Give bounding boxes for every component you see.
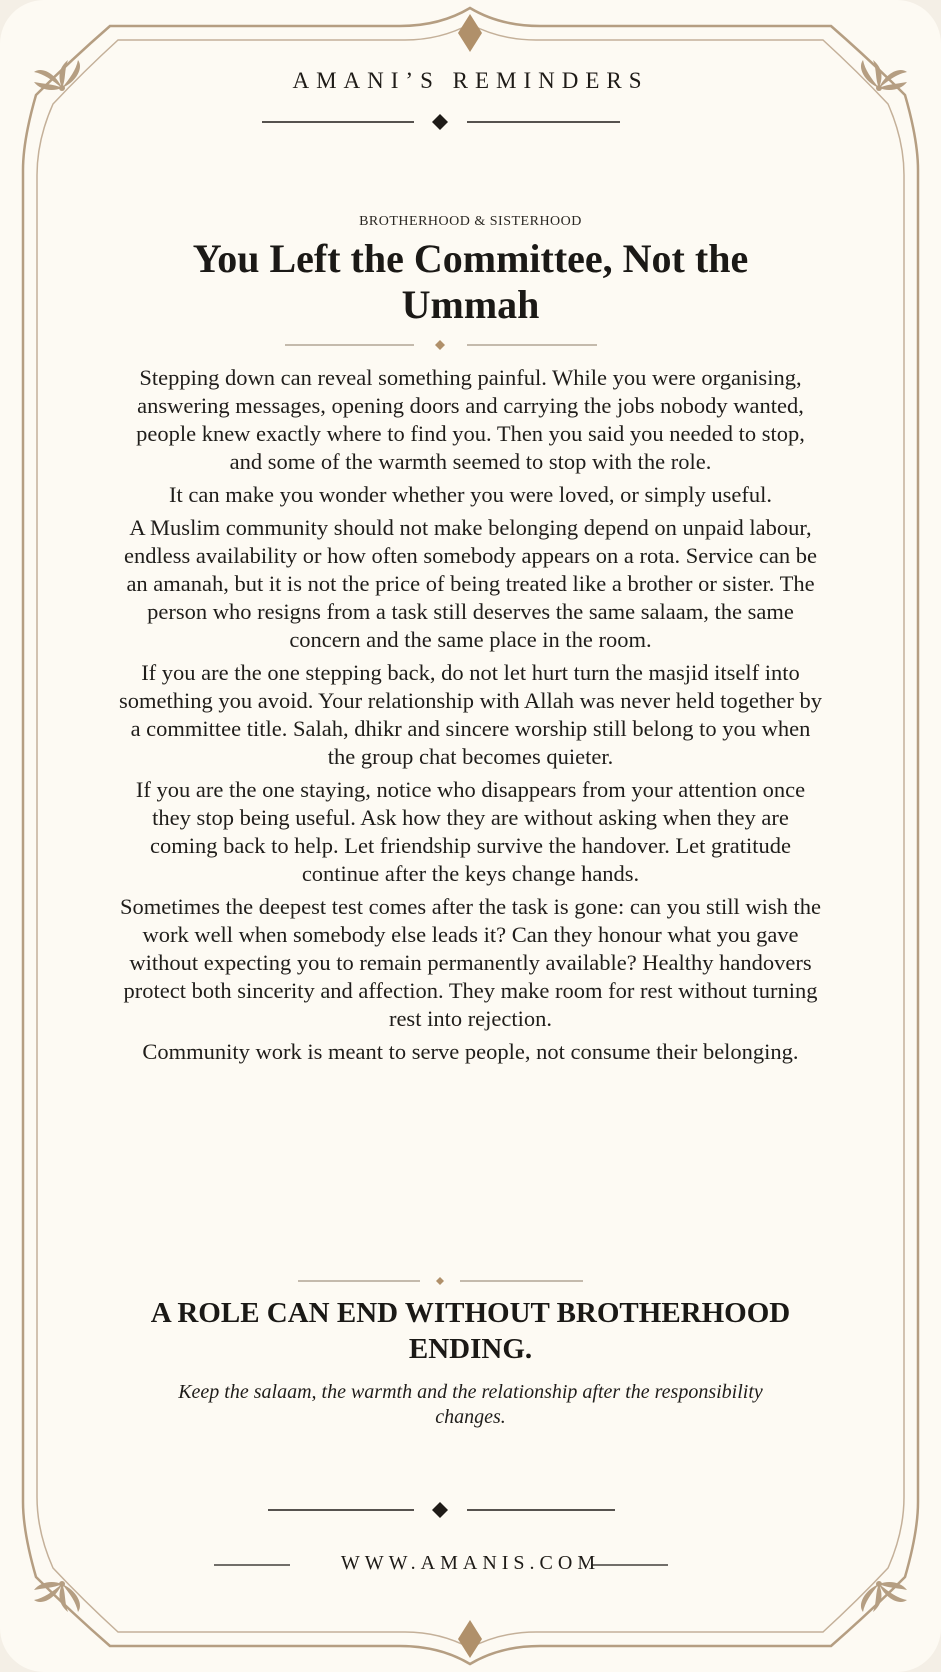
closing-note: Keep the salaam, the warmth and the relationship after the responsibility changes. [178,1381,763,1428]
website-link[interactable]: WWW.AMANIS.COM [340,1552,601,1574]
pull-quote: A ROLE CAN END WITHOUT BROTHERHOOD ENDING. [150,1297,791,1365]
diamond-ornament-icon [432,1502,448,1518]
body-paragraph: Community work is meant to serve people, not consume their belonging. [142,1039,799,1064]
title-divider [0,338,941,352]
body-paragraph: A Muslim community should not make belonging depend on unpaid labour, endless availability or how often somebody appears on a rota. Service can be an amanah, but it is not the price of being treated like a brother or sister. The person who resigns from a task still deserves the same salaam, the same concern and the same place in the room. [124,515,817,652]
body-paragraph: If you are the one staying, notice who disappears from your attention once they stop being useful. Ask how they are without asking when they are coming back to help. Let friendship survive the handover. Let gratitude continue after the keys change hands. [135,777,806,886]
footer-divider [0,1500,941,1520]
brand-title: AMANI’S REMINDERS [292,68,649,93]
body-paragraph: Sometimes the deepest test comes after the task is gone: can you still wish the work well when somebody else leads it? Can they honour what you gave without expecting you to remain permanently available? Healthy handovers protect both sincerity and affection. They make room for rest without turning rest into rejection. [119,894,822,1031]
diamond-ornament-icon [458,14,482,52]
diamond-ornament-icon [458,1620,482,1658]
body-paragraph: If you are the one stepping back, do not let hurt turn the masjid itself into something you avoid. Your relationship with Allah was never held together by a committee title. Salah, dhikr and sincere worship still belong to you when the group chat becomes quieter. [118,660,823,769]
article-title: You Left the Committee, Not the Ummah [192,236,749,327]
diamond-ornament-icon [435,340,445,350]
body-paragraph: It can make you wonder whether you were loved, or simply useful. [169,482,772,507]
article-body [118,364,823,1071]
body-paragraph: Stepping down can reveal something painful. While you were organising, answering messages, opening doors and carrying the jobs nobody wanted, people knew exactly where to find you. Then you said you needed to stop, and some of the warmth seemed to stop with the role. [136,365,805,474]
diamond-ornament-icon [436,1277,444,1285]
diamond-ornament-icon [432,114,448,130]
quote-divider [0,1275,941,1287]
article-category: BROTHERHOOD & SISTERHOOD [359,214,582,229]
header-divider [0,112,941,132]
